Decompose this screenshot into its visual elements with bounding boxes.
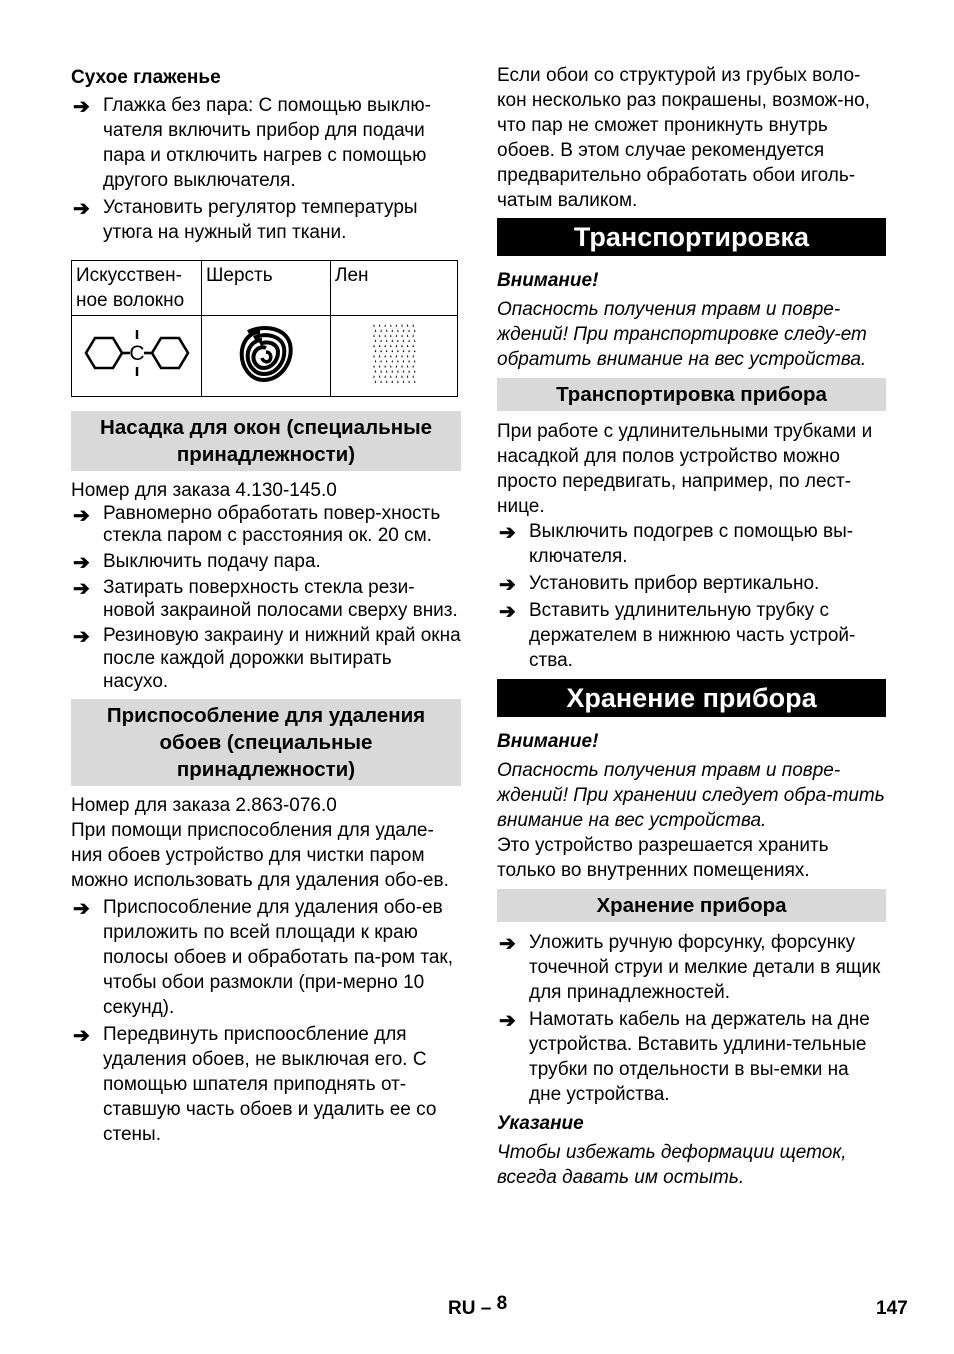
left-column — [71, 63, 461, 1149]
arrow-icon: ➔ — [73, 505, 90, 527]
list-item: ➔ Приспособление для удаления обо-ев приложить по всей площади к краю полосы обоев и обработать па-ром так, чтобы обои размокли (при-мерно 10 секунд). — [73, 897, 454, 1018]
arrow-icon: ➔ — [499, 522, 516, 544]
right-column — [497, 63, 886, 1190]
storage-sub-heading: Хранение прибора — [497, 889, 886, 922]
list-item: ➔ Передвинуть приспоосбление для удаления обоев, не выключая его. С помощью шпателя приподнять от-ставшую часть обоев и удалить ее со стены. — [73, 1024, 437, 1145]
footer-lang: RU — [448, 1298, 476, 1319]
transport-heading: Транспортировка — [497, 218, 886, 256]
list-item: ➔ Вставить удлинительную трубку с держателем в нижнюю часть устрой-ства. — [499, 600, 856, 671]
window-nozzle-order-number: Номер для заказа 4.130-145.0 — [71, 480, 337, 501]
fabric-header-wool: Шерсть — [202, 261, 331, 316]
page-footer-section — [448, 1293, 508, 1321]
synthetic-fiber-icon — [72, 316, 202, 397]
transport-warning-label: Внимание! — [497, 270, 599, 291]
storage-list — [497, 930, 886, 1107]
wool-icon — [202, 316, 331, 397]
arrow-icon: ➔ — [73, 626, 90, 648]
storage-heading: Хранение прибора — [497, 679, 886, 717]
list-item: ➔ Намотать кабель на держатель на дне устройства. Вставить удлини-тельные трубки по отдельности в вы-емки на дне устройства. — [499, 1009, 870, 1105]
arrow-icon: ➔ — [73, 578, 90, 600]
storage-warning-label: Внимание! — [497, 731, 599, 752]
arrow-icon: ➔ — [73, 1025, 90, 1047]
arrow-icon: ➔ — [499, 601, 516, 623]
page-number: 147 — [876, 1298, 908, 1319]
list-item: ➔ Равномерно обработать повер-хность стекла паром с расстояния ок. 20 см. — [73, 503, 441, 546]
wallpaper-heading: Приспособление для удаления обоев (специальные принадлежности) — [71, 699, 461, 786]
fabric-header-linen: Лен — [331, 261, 458, 316]
arrow-icon: ➔ — [499, 1010, 516, 1032]
arrow-icon: ➔ — [73, 96, 90, 118]
arrow-icon: ➔ — [73, 198, 90, 220]
dry-ironing-title: Сухое глаженье — [71, 67, 221, 88]
arrow-icon: ➔ — [499, 574, 516, 596]
storage-note-text: Чтобы избежать деформации щеток, всегда давать им остыть. — [497, 1142, 847, 1188]
linen-icon — [331, 316, 458, 397]
fabric-header-synthetic: Искусствен-ное волокно — [72, 261, 202, 316]
window-nozzle-list — [71, 503, 461, 693]
list-item: ➔ Выключить подогрев с помощью вы-ключателя. — [499, 521, 854, 567]
right-intro: Если обои со структурой из грубых воло-кон несколько раз покрашены, возмож-но, что пар не сможет проникнуть внутрь обоев. В этом случае рекомендуется предварительно обработать обои иголь-чатым валиком. — [497, 65, 870, 211]
footer-dash: – — [480, 1298, 492, 1319]
list-item: ➔ Глажка без пара: С помощью выклю-чателя включить прибор для подачи пара и отключить нагрев с помощью другого выключателя. — [73, 95, 432, 191]
arrow-icon: ➔ — [499, 933, 516, 955]
transport-body: При работе с удлинительными трубками и насадкой для полов устройство можно просто передвигать, например, по лест-нице. — [497, 421, 873, 517]
list-item: ➔ Выключить подачу пара. — [73, 551, 321, 574]
arrow-icon: ➔ — [73, 898, 90, 920]
dry-ironing-list — [71, 93, 461, 245]
wallpaper-order-number: Номер для заказа 2.863-076.0 — [71, 795, 337, 816]
window-nozzle-heading: Насадка для окон (специальные принадлежности) — [71, 411, 461, 471]
list-item: ➔ Уложить ручную форсунку, форсунку точечной струи и мелкие детали в ящик для принадлежностей. — [499, 932, 881, 1003]
transport-list — [497, 519, 886, 673]
storage-body: Это устройство разрешается хранить только во внутренних помещениях. — [497, 835, 829, 881]
wallpaper-list — [71, 895, 461, 1147]
arrow-icon: ➔ — [73, 552, 90, 574]
list-item: ➔ Резиновую закраину и нижний край окна после каждой дорожки вытирать насухо. — [73, 625, 461, 692]
list-item: ➔ Установить регулятор температуры утюга на нужный тип ткани. — [73, 197, 418, 243]
list-item: ➔ Установить прибор вертикально. — [499, 573, 820, 596]
fabric-table — [71, 260, 458, 397]
list-item: ➔ Затирать поверхность стекла рези-новой закраиной полосами сверху вниз. — [73, 577, 458, 621]
svg-text:C: C — [128, 341, 145, 365]
transport-warning-text: Опасность получения травм и повре-ждений! При транспортировке следу-ет обратить внимание на вес устройства. — [497, 299, 867, 370]
footer-section-page: 8 — [496, 1293, 508, 1314]
storage-note-label: Указание — [497, 1113, 584, 1134]
transport-sub-heading: Транспортировка прибора — [497, 378, 886, 411]
wallpaper-intro: При помощи приспособления для удале-ния обоев устройство для чистки паром можно использовать для удаления обо-ев. — [71, 820, 449, 891]
storage-warning-text: Опасность получения травм и повре-ждений! При хранении следует обра-тить внимание на вес устройства. — [497, 760, 885, 831]
